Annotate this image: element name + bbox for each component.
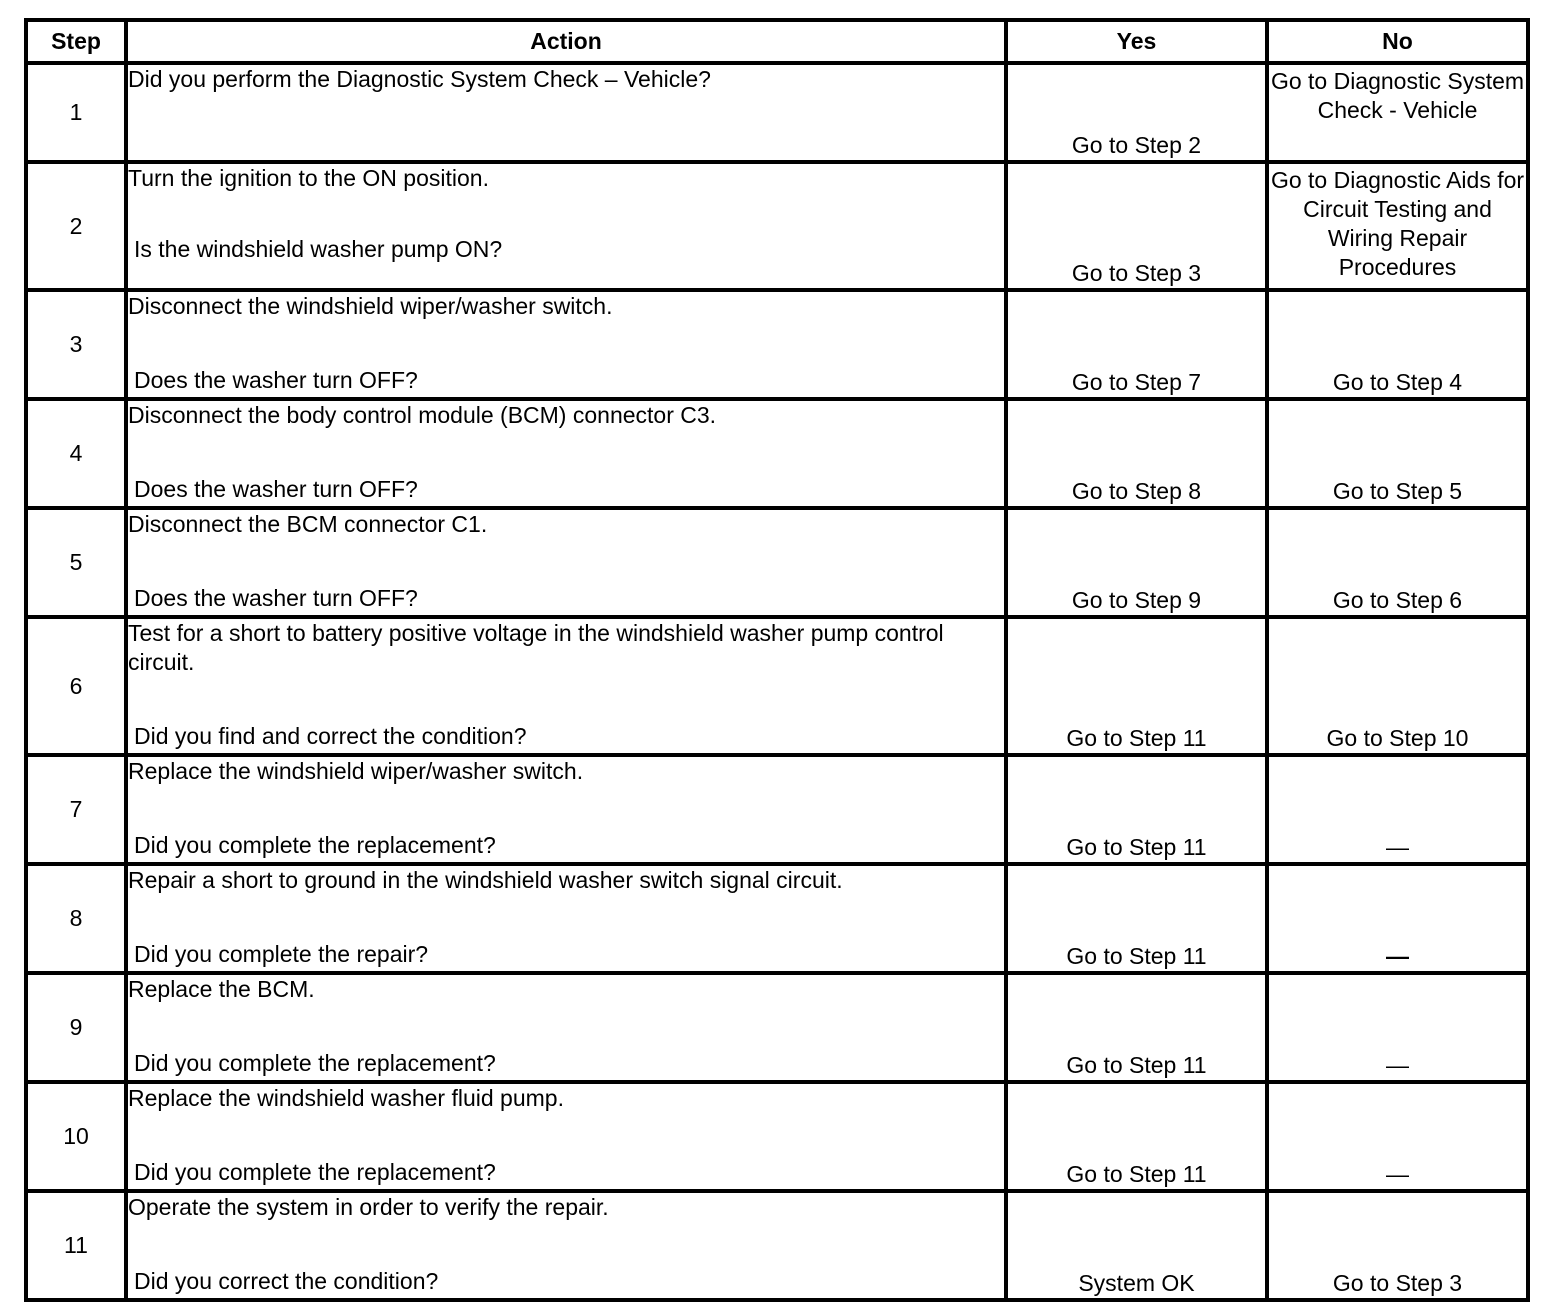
no-result: Go to Diagnostic System Check - Vehicle (1267, 63, 1528, 162)
step-number: 9 (26, 973, 126, 1082)
table-row (26, 508, 1528, 617)
no-result: Go to Diagnostic Aids for Circuit Testing and Wiring Repair Procedures (1267, 162, 1528, 290)
action-cell (126, 399, 1006, 508)
action-question: Did you correct the condition? (134, 1268, 439, 1294)
no-result: Go to Step 3 (1267, 1191, 1528, 1300)
action-cell (126, 290, 1006, 399)
no-result: — (1267, 973, 1528, 1082)
yes-result: Go to Step 11 (1006, 1082, 1267, 1191)
yes-result: Go to Step 9 (1006, 508, 1267, 617)
table-row (26, 1191, 1528, 1300)
action-question: Does the washer turn OFF? (134, 585, 418, 611)
table-row (26, 1082, 1528, 1191)
action-instruction: Turn the ignition to the ON position. (128, 165, 489, 191)
step-number: 3 (26, 290, 126, 399)
action-instruction: Replace the windshield washer fluid pump. (128, 1085, 564, 1111)
action-question: Did you complete the replacement? (134, 1050, 496, 1076)
diagnostic-table (24, 18, 1530, 1302)
no-result: Go to Step 6 (1267, 508, 1528, 617)
action-instruction: Test for a short to battery positive voltage in the windshield washer pump control circuit. (128, 620, 944, 675)
yes-result: Go to Step 2 (1006, 63, 1267, 162)
no-result: — (1267, 864, 1528, 973)
action-cell (126, 973, 1006, 1082)
table-row (26, 864, 1528, 973)
no-result: Go to Step 4 (1267, 290, 1528, 399)
no-result: Go to Step 10 (1267, 617, 1528, 755)
no-result: Go to Step 5 (1267, 399, 1528, 508)
table-row (26, 162, 1528, 290)
yes-result: Go to Step 11 (1006, 755, 1267, 864)
action-cell (126, 1082, 1006, 1191)
action-cell (126, 755, 1006, 864)
table-row (26, 399, 1528, 508)
table-row (26, 290, 1528, 399)
step-number: 2 (26, 162, 126, 290)
yes-result: System OK (1006, 1191, 1267, 1300)
action-question: Did you complete the replacement? (134, 832, 496, 858)
action-instruction: Disconnect the body control module (BCM) connector C3. (128, 402, 717, 428)
yes-result: Go to Step 11 (1006, 973, 1267, 1082)
table-row (26, 973, 1528, 1082)
step-number: 6 (26, 617, 126, 755)
action-instruction: Disconnect the windshield wiper/washer switch. (128, 293, 613, 319)
yes-result: Go to Step 7 (1006, 290, 1267, 399)
step-number: 5 (26, 508, 126, 617)
yes-result: Go to Step 8 (1006, 399, 1267, 508)
action-instruction: Operate the system in order to verify the repair. (128, 1194, 609, 1220)
step-number: 10 (26, 1082, 126, 1191)
action-question: Did you find and correct the condition? (134, 723, 527, 749)
yes-result: Go to Step 11 (1006, 864, 1267, 973)
table-row (26, 63, 1528, 162)
table-row (26, 617, 1528, 755)
action-cell (126, 864, 1006, 973)
action-instruction: Repair a short to ground in the windshield washer switch signal circuit. (128, 867, 843, 893)
action-question: Is the windshield washer pump ON? (134, 236, 503, 262)
yes-result: Go to Step 11 (1006, 617, 1267, 755)
yes-result: Go to Step 3 (1006, 162, 1267, 290)
header-row (26, 20, 1528, 63)
header-no: No (1267, 20, 1528, 63)
no-result: — (1267, 755, 1528, 864)
action-instruction: Replace the windshield wiper/washer switch. (128, 758, 584, 784)
action-cell (126, 162, 1006, 290)
action-instruction: Replace the BCM. (128, 976, 315, 1002)
action-cell (126, 617, 1006, 755)
step-number: 11 (26, 1191, 126, 1300)
step-number: 4 (26, 399, 126, 508)
action-cell (126, 1191, 1006, 1300)
action-question: Does the washer turn OFF? (134, 476, 418, 502)
action-question: Does the washer turn OFF? (134, 367, 418, 393)
step-number: 8 (26, 864, 126, 973)
action-cell (126, 508, 1006, 617)
no-result: — (1267, 1082, 1528, 1191)
action-question: Did you complete the repair? (134, 941, 429, 967)
action-cell (126, 63, 1006, 162)
header-action: Action (126, 20, 1006, 63)
table-row (26, 755, 1528, 864)
step-number: 7 (26, 755, 126, 864)
header-yes: Yes (1006, 20, 1267, 63)
action-instruction: Did you perform the Diagnostic System Check – Vehicle? (128, 66, 711, 92)
action-instruction: Disconnect the BCM connector C1. (128, 511, 488, 537)
action-question: Did you complete the replacement? (134, 1159, 496, 1185)
header-step: Step (26, 20, 126, 63)
step-number: 1 (26, 63, 126, 162)
